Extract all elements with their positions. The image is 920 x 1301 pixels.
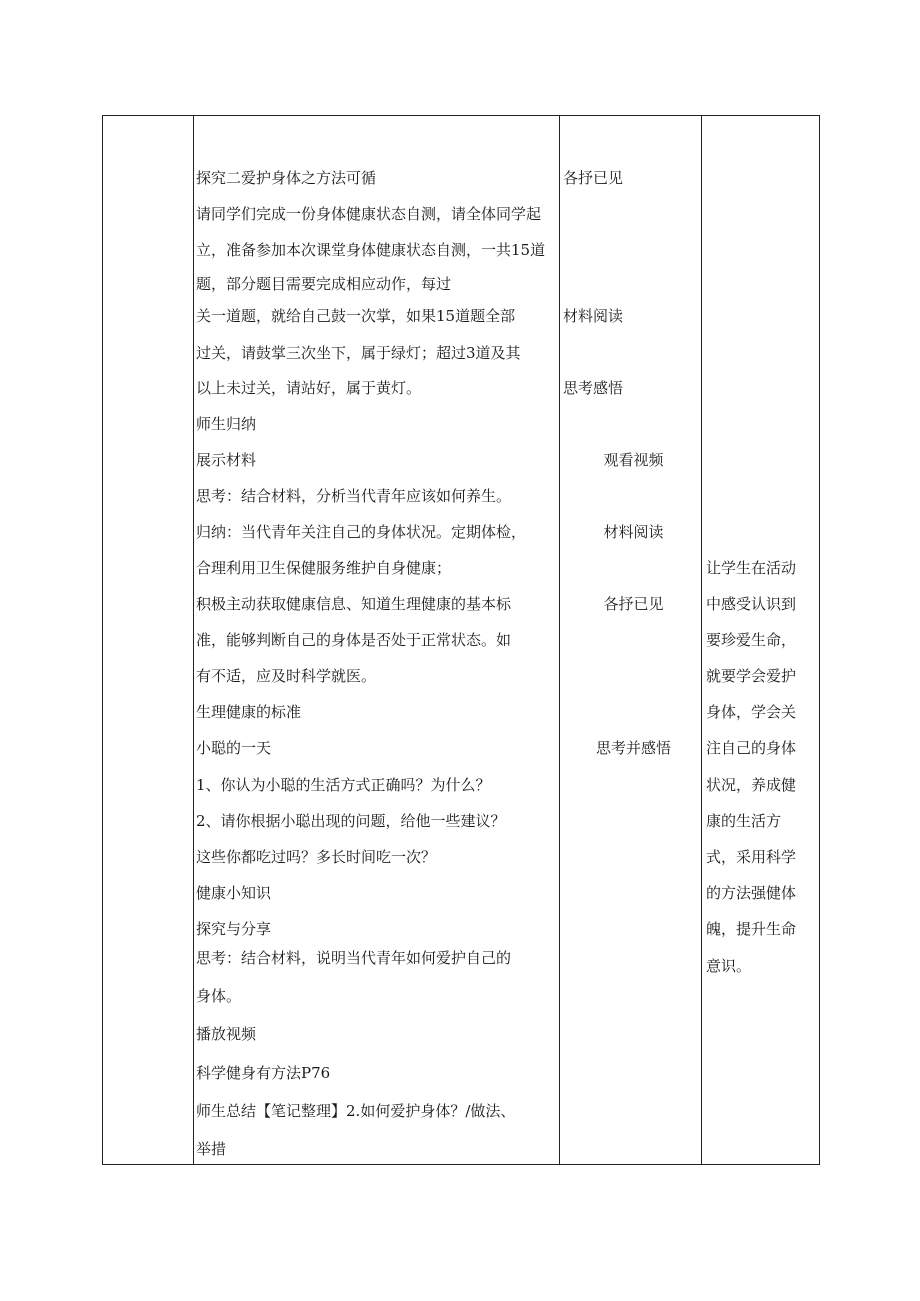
activity-line: 思考：结合材料，说明当代青年如何爱护自己的 [196, 949, 512, 967]
lesson-table [102, 115, 820, 1165]
activity-line: 有不适，应及时科学就医。 [196, 667, 377, 685]
activity-line: 准，能够判断自己的身体是否处于正常状态。如 [196, 631, 512, 649]
activity-line: 以上未过关，请站好，属于黄灯。 [196, 379, 422, 397]
activity-line: 题，部分题目需要完成相应动作，每过 [196, 275, 452, 293]
activity-line: 探究二爱护身体之方法可循 [196, 169, 377, 187]
student-activity: 各抒已见 [563, 169, 624, 187]
intent-line: 的方法强健体 [706, 884, 797, 902]
activity-line: 过关，请鼓掌三次坐下，属于绿灯；超过3道及其 [196, 344, 521, 362]
activity-line: 身体。 [196, 987, 242, 1005]
student-activity: 各抒已见 [603, 595, 664, 613]
student-activity: 材料阅读 [563, 307, 624, 325]
activity-line: 合理利用卫生保健服务维护自身健康； [196, 559, 452, 577]
activity-line: 1、你认为小聪的生活方式正确吗？为什么？ [196, 776, 491, 794]
activity-line: 师生归纳 [196, 415, 257, 433]
column-divider [701, 116, 702, 1164]
intent-line: 式，采用科学 [706, 848, 797, 866]
student-activity: 观看视频 [603, 451, 664, 469]
intent-line: 状况，养成健 [706, 776, 797, 794]
activity-line: 生理健康的标准 [196, 703, 302, 721]
activity-line: 请同学们完成一份身体健康状态自测，请全体同学起 [196, 205, 542, 223]
intent-line: 意识。 [706, 957, 752, 975]
activity-line: 健康小知识 [196, 884, 272, 902]
intent-line: 要珍爱生命， [706, 631, 797, 649]
intent-line: 注自己的身体 [706, 739, 797, 757]
activity-line: 2、请你根据小聪出现的问题，给他一些建议？ [196, 812, 506, 830]
activity-line: 这些你都吃过吗？多长时间吃一次？ [196, 848, 437, 866]
activity-line: 关一道题，就给自己鼓一次掌，如果15道题全部 [196, 307, 516, 325]
activity-line: 小聪的一天 [196, 739, 272, 757]
activity-line: 科学健身有方法P76 [196, 1064, 331, 1082]
column-divider [193, 116, 194, 1164]
activity-line: 展示材料 [196, 451, 257, 469]
intent-line: 康的生活方 [706, 812, 782, 830]
column-divider [559, 116, 560, 1164]
student-activity: 材料阅读 [603, 523, 664, 541]
student-activity: 思考并感悟 [595, 739, 671, 757]
intent-line: 就要学会爱护 [706, 667, 797, 685]
activity-line: 立，准备参加本次课堂身体健康状态自测，一共15道 [196, 241, 546, 259]
activity-line: 积极主动获取健康信息、知道生理健康的基本标 [196, 595, 512, 613]
activity-line: 师生总结【笔记整理】2.如何爱护身体？/做法、 [196, 1102, 516, 1120]
activity-line: 归纳：当代青年关注自己的身体状况。定期体检， [196, 523, 527, 541]
intent-line: 魄，提升生命 [706, 920, 797, 938]
intent-line: 身体，学会关 [706, 703, 797, 721]
activity-line: 播放视频 [196, 1025, 257, 1043]
activity-line: 思考：结合材料，分析当代青年应该如何养生。 [196, 487, 512, 505]
activity-line: 举措 [196, 1140, 227, 1158]
intent-line: 让学生在活动 [706, 559, 797, 577]
intent-line: 中感受认识到 [706, 595, 797, 613]
student-activity: 思考感悟 [563, 379, 624, 397]
activity-line: 探究与分享 [196, 920, 272, 938]
